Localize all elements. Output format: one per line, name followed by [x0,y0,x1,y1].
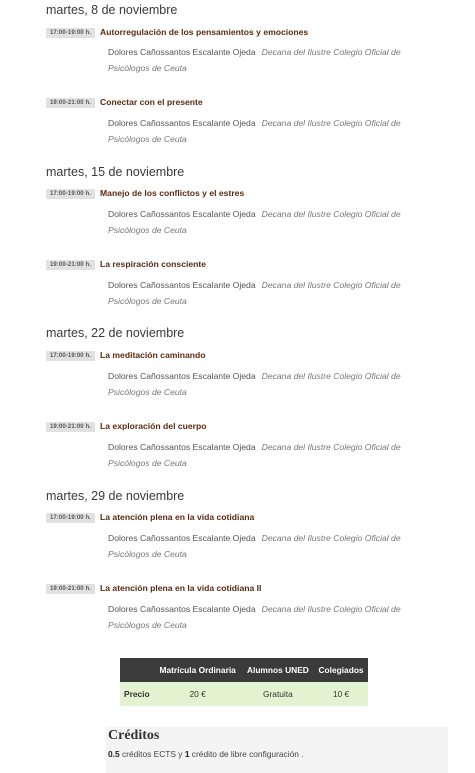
time-badge: 19:00-21:00 h. [46,98,95,108]
speaker-name: Dolores Cañossantos Escalante Ojeda [108,442,256,452]
day-heading: martes, 8 de noviembre [46,3,178,17]
speaker-block [108,277,438,309]
time-badge: 19:00-21:00 h. [46,260,95,270]
day-heading: martes, 22 de noviembre [46,326,185,340]
speaker-role: Decana del Ilustre Colegio Oficial de Psicólogos de Ceuta [108,209,401,235]
day-heading: martes, 15 de noviembre [46,165,185,179]
credits-free-text: crédito de libre configuración . [189,749,304,759]
speaker-name: Dolores Cañossantos Escalante Ojeda [108,533,256,543]
speaker-role: Decana del Ilustre Colegio Oficial de Psicólogos de Ceuta [108,604,401,630]
price-row [120,682,368,706]
session-title: Autorregulación de los pensamientos y emociones [100,27,309,37]
price-table-header-row [120,658,368,682]
session-title: Manejo de los conflictos y el estres [100,188,245,198]
speaker-role: Decana del Ilustre Colegio Oficial de Psicólogos de Ceuta [108,371,401,397]
speaker-role: Decana del Ilustre Colegio Oficial de Psicólogos de Ceuta [108,442,401,468]
day-heading: martes, 29 de noviembre [46,489,185,503]
speaker-block [108,368,438,400]
speaker-name: Dolores Cañossantos Escalante Ojeda [108,371,256,381]
time-badge: 19:00-21:00 h. [46,422,95,432]
price-colegiados: 10 € [314,682,368,706]
speaker-block [108,530,438,562]
time-badge: 19:00-21:00 h. [46,584,95,594]
speaker-role: Decana del Ilustre Colegio Oficial de Psicólogos de Ceuta [108,118,401,144]
time-badge: 17:00-19:00 h. [46,189,95,199]
speaker-role: Decana del Ilustre Colegio Oficial de Psicólogos de Ceuta [108,280,401,306]
price-header-ordinaria: Matrícula Ordinaria [154,658,242,682]
price-row-label: Precio [120,682,154,706]
price-header-uned: Alumnos UNED [242,658,314,682]
speaker-name: Dolores Cañossantos Escalante Ojeda [108,47,256,57]
speaker-block [108,115,438,147]
credits-title: Créditos [108,728,160,743]
speaker-block [108,439,438,471]
session-title: La exploración del cuerpo [100,421,207,431]
speaker-name: Dolores Cañossantos Escalante Ojeda [108,604,256,614]
price-table [120,658,368,706]
speaker-name: Dolores Cañossantos Escalante Ojeda [108,280,256,290]
price-header-colegiados: Colegiados [314,658,368,682]
speaker-block [108,206,438,238]
session-title: La meditación caminando [100,350,206,360]
session-title: La atención plena en la vida cotidiana II [100,583,262,593]
speaker-block [108,44,438,76]
session-title: La respiración consciente [100,259,207,269]
session-title: La atención plena en la vida cotidiana [100,512,255,522]
credits-ects-value: 0.5 [108,749,120,759]
time-badge: 17:00-19:00 h. [46,28,95,38]
price-ordinaria: 20 € [154,682,242,706]
credits-free-value: 1 [184,749,190,759]
session-title: Conectar con el presente [100,97,203,107]
time-badge: 17:00-19:00 h. [46,513,95,523]
speaker-name: Dolores Cañossantos Escalante Ojeda [108,118,256,128]
speaker-role: Decana del Ilustre Colegio Oficial de Psicólogos de Ceuta [108,533,401,559]
credits-text [108,749,304,759]
speaker-name: Dolores Cañossantos Escalante Ojeda [108,209,256,219]
credits-ects-text: créditos ECTS y [119,749,185,759]
speaker-block [108,601,438,633]
speaker-role: Decana del Ilustre Colegio Oficial de Psicólogos de Ceuta [108,47,401,73]
price-header-empty [120,658,154,682]
price-uned: Gratuita [242,682,314,706]
time-badge: 17:00-19:00 h. [46,351,95,361]
